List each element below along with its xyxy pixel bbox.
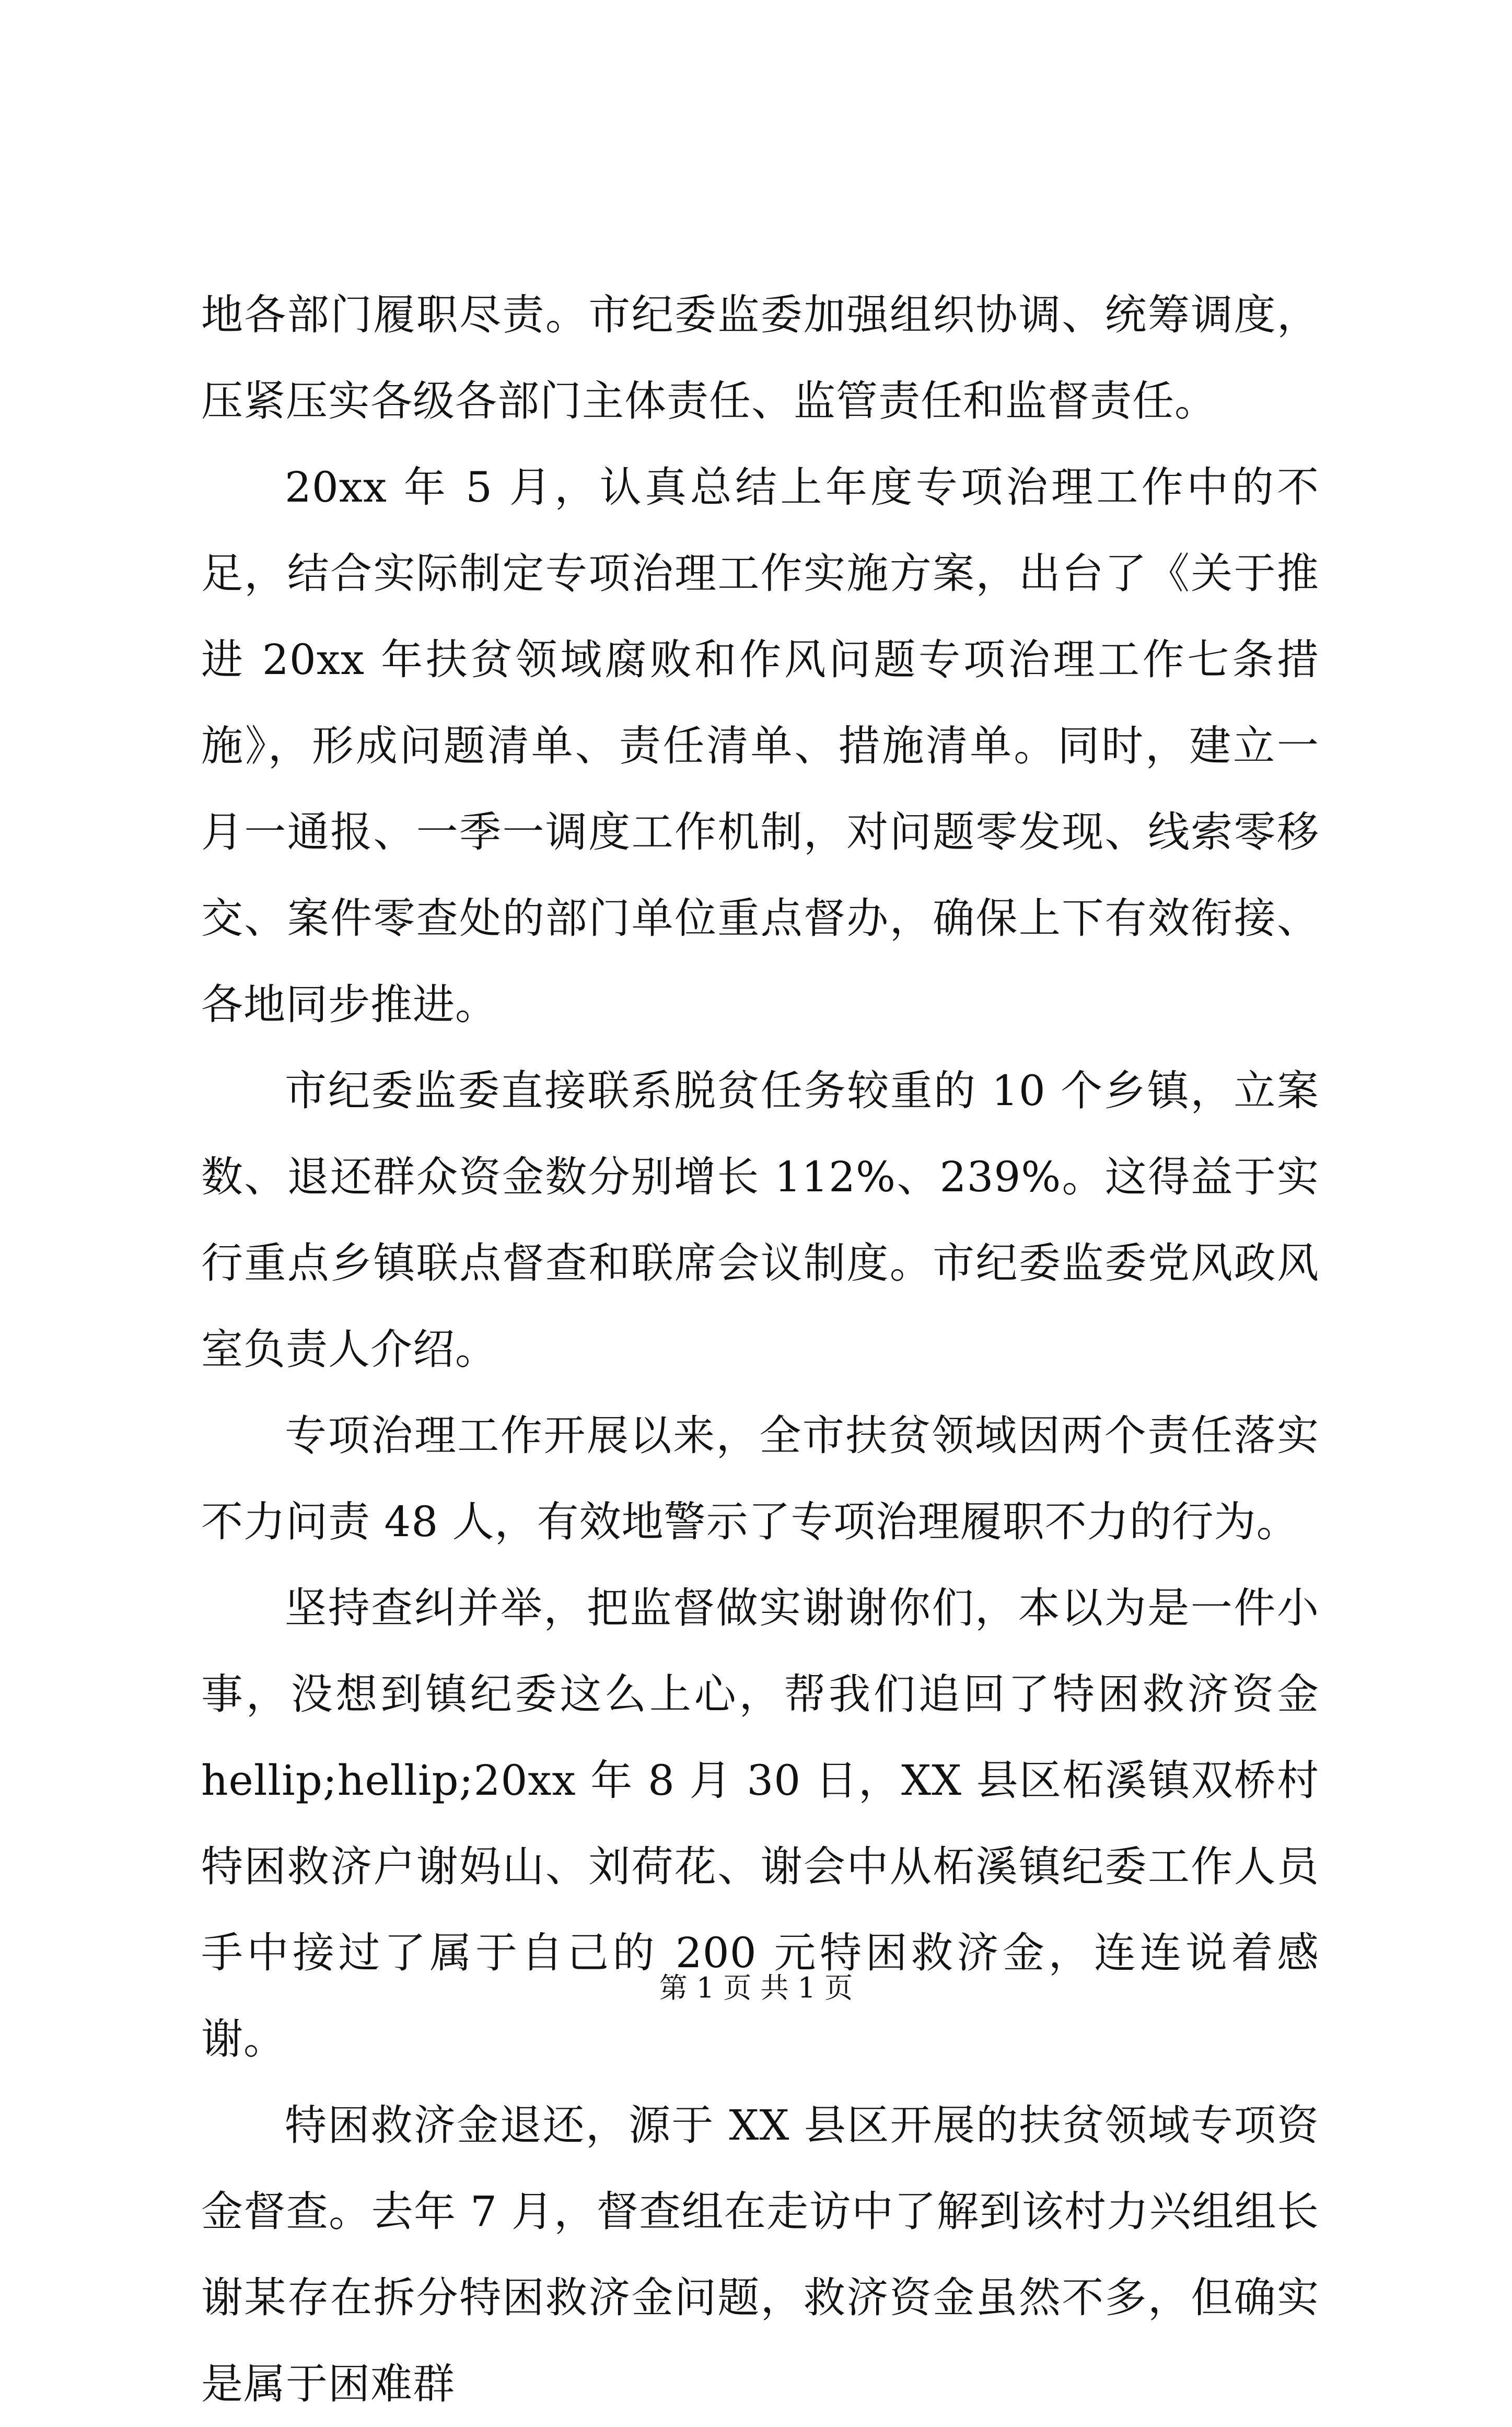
- paragraph-4: 专项治理工作开展以来，全市扶贫领域因两个责任落实不力问责 48 人，有效地警示了专项治理履职不力的行为。: [201, 1411, 1319, 1546]
- paragraph-1: 地各部门履职尽责。市纪委监委加强组织协调、统筹调度，压紧压实各级各部门主体责任、监管责任和监督责任。: [201, 291, 1319, 425]
- paragraph-5: 坚持查纠并举，把监督做实谢谢你们，本以为是一件小事，没想到镇纪委这么上心，帮我们追回了特困救济资金 hellip;hellip;20xx 年 8 月 30 日，XX 县区柘溪镇双桥村特困救济户谢妈山、刘荷花、谢会中从柘溪镇纪委工作人员手中接过了属于自己的 200 元特困救济金，连连说着感谢。: [201, 1584, 1319, 2063]
- page-footer: 第 1 页 共 1 页: [659, 1971, 853, 2004]
- document-body: [201, 272, 1319, 2427]
- paragraph-3: 市纪委监委直接联系脱贫任务较重的 10 个乡镇，立案数、退还群众资金数分别增长 112%、239%。这得益于实行重点乡镇联点督查和联席会议制度。市纪委监委党风政风室负责人介绍。: [201, 1066, 1319, 1374]
- paragraph-2: 20xx 年 5 月，认真总结上年度专项治理工作中的不足，结合实际制定专项治理工作实施方案，出台了《关于推进 20xx 年扶贫领域腐败和作风问题专项治理工作七条措施》，形成问题清单、责任清单、措施清单。同时，建立一月一通报、一季一调度工作机制，对问题零发现、线索零移交、案件零查处的部门单位重点督办，确保上下有效衔接、各地同步推进。: [201, 463, 1319, 1029]
- paragraph-6: 特困救济金退还，源于 XX 县区开展的扶贫领域专项资金督查。去年 7 月，督查组在走访中了解到该村力兴组组长谢某存在拆分特困救济金问题，救济资金虽然不多，但确实是属于困难群: [201, 2101, 1319, 2408]
